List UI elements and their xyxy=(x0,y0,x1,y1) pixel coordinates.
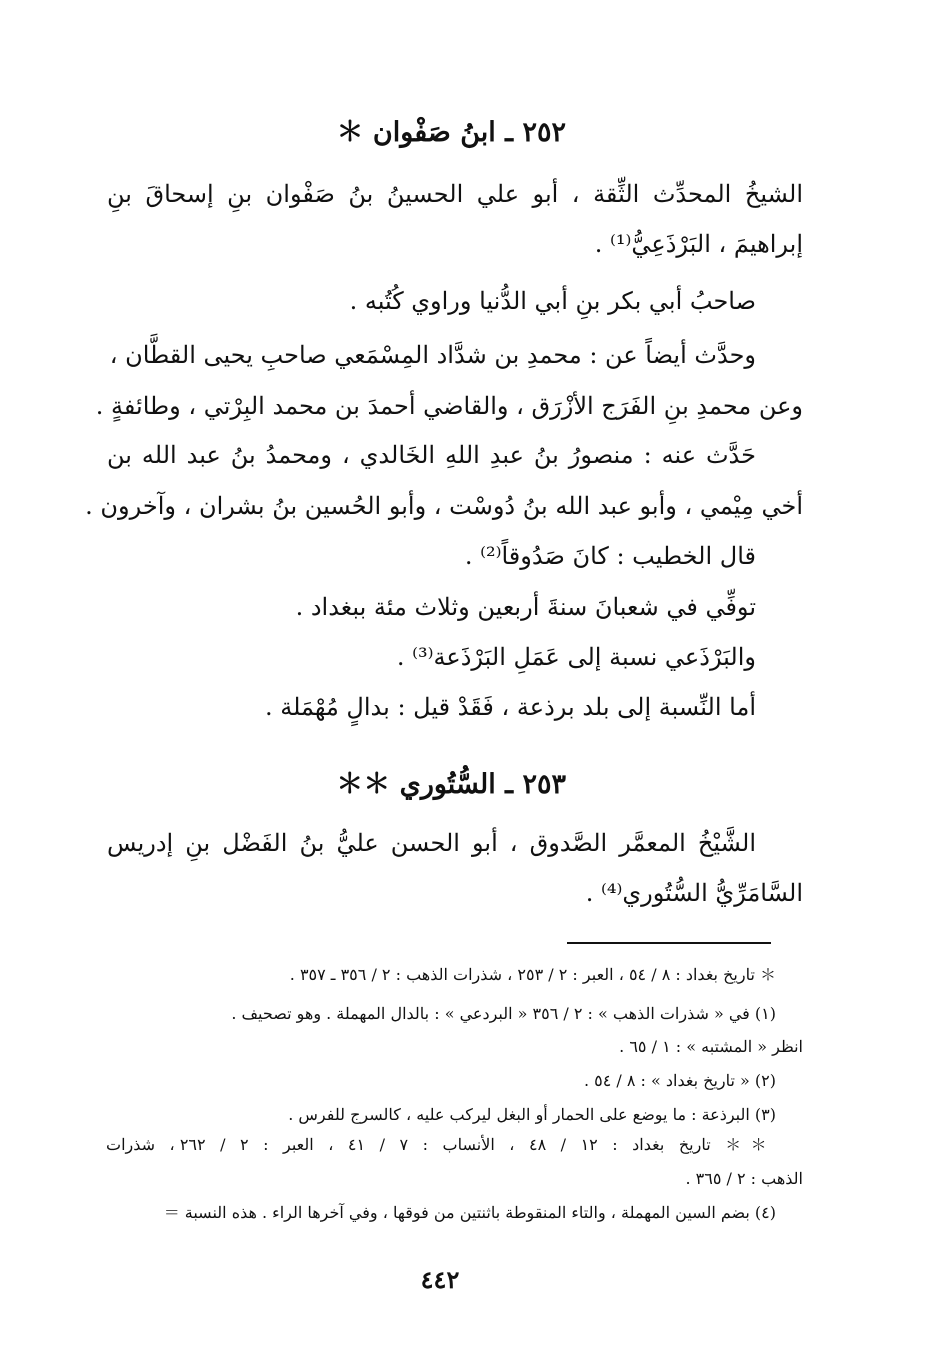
footnote-line-4: (٢) « تاريخ بغداد » : ٨ / ٥٤ . xyxy=(583,1071,776,1090)
entry-252-line-5: وعن محمدِ بنِ الفَرَج الأزْرَق ، والقاضي أحمدَ بن محمد البِرْتي ، وطائفةٍ . xyxy=(95,392,803,420)
entry-252-line-3: صاحبُ أبي بكر بنِ أبي الدُّنيا وراوي كُتُبه . xyxy=(349,287,756,315)
entry-252-line-8: قال الخطيب : كانَ صَدُوقاً⁽²⁾ . xyxy=(464,542,756,570)
entry-252-line-1: الشيخُ المحدِّث الثِّقة ، أبو علي الحسينُ بنُ صَفْوان بنِ إسحاقَ بنِ xyxy=(107,180,803,208)
footnote-line-2: (١) في « شذرات الذهب » : ٢ / ٣٥٦ « البردعي » : بالدال المهملة . وهو تصحيف . xyxy=(231,1004,776,1023)
entry-252-line-6: حَدَّث عنه : منصورُ بنُ عبدِ اللهِ الخَالدي ، ومحمدُ بنُ عبد الله بن xyxy=(107,441,756,469)
entry-252-line-7: أخي مِيْمي ، وأبو عبد الله بنُ دُوسْت ، وأبو الحُسين بنُ بشران ، وآخرون . xyxy=(85,492,803,520)
footnote-line-7: الذهب : ٢ / ٣٦٥ . xyxy=(685,1169,803,1188)
page-number: ٤٤٢ xyxy=(420,1265,460,1294)
entry-252-line-2: إبراهيمَ ، البَرْذَعِيُّ⁽¹⁾ . xyxy=(594,230,803,258)
entry-253-line-1: الشَّيْخُ المعمَّر الصَّدوق ، أبو الحسن عليُّ بنُ الفَضْل بنِ إدريس xyxy=(107,829,756,857)
entry-title-253: ٢٥٣ ـ السُّتُوري ＊＊ xyxy=(336,769,566,800)
entry-title-252: ٢٥٢ ـ ابنُ صَفْوان ＊ xyxy=(336,117,566,148)
footnote-separator xyxy=(567,942,771,944)
entry-253-line-2: السَّامَرِّيُّ السُّتُوري⁽⁴⁾ . xyxy=(585,879,803,907)
entry-252-line-4: وحدَّث أيضاً عن : محمدِ بن شدَّاد المِسْمَعي صاحبِ يحيى القطَّان ، xyxy=(109,341,756,369)
entry-252-line-10: والبَرْذَعي نسبة إلى عَمَلِ البَرْذَعة⁽³⁾ . xyxy=(396,643,756,671)
footnote-line-3: انظر « المشتبه » : ١ / ٦٥ . xyxy=(619,1037,803,1056)
footnote-line-6: ＊＊ تاريخ بغداد : ١٢ / ٤٨ ، الأنساب : ٧ / ٤١ ، العبر : ٢ / ٢٦٢ ، شذرات xyxy=(106,1135,777,1154)
entry-252-line-9: توفِّي في شعبانَ سنةَ أربعين وثلاث مئة ببغداد . xyxy=(295,593,756,621)
entry-252-line-11: أما النِّسبة إلى بلد برذعة ، فَقَدْ قيل : بدالٍ مُهْمَلة . xyxy=(264,693,756,721)
footnote-line-5: (٣) البرذعة : ما يوضع على الحمار أو البغل ليركب عليه ، كالسرج للفرس . xyxy=(288,1105,776,1124)
footnote-line-8: (٤) بضم السين المهملة ، والتاء المنقوطة باثنتين من فوقها ، وفي آخرها الراء . هذه النسبة ＝ xyxy=(163,1203,776,1222)
footnote-line-1: ＊ تاريخ بغداد : ٨ / ٥٤ ، العبر : ٢ / ٢٥٣ ، شذرات الذهب : ٢ / ٣٥٦ ـ ٣٥٧ . xyxy=(289,965,776,984)
